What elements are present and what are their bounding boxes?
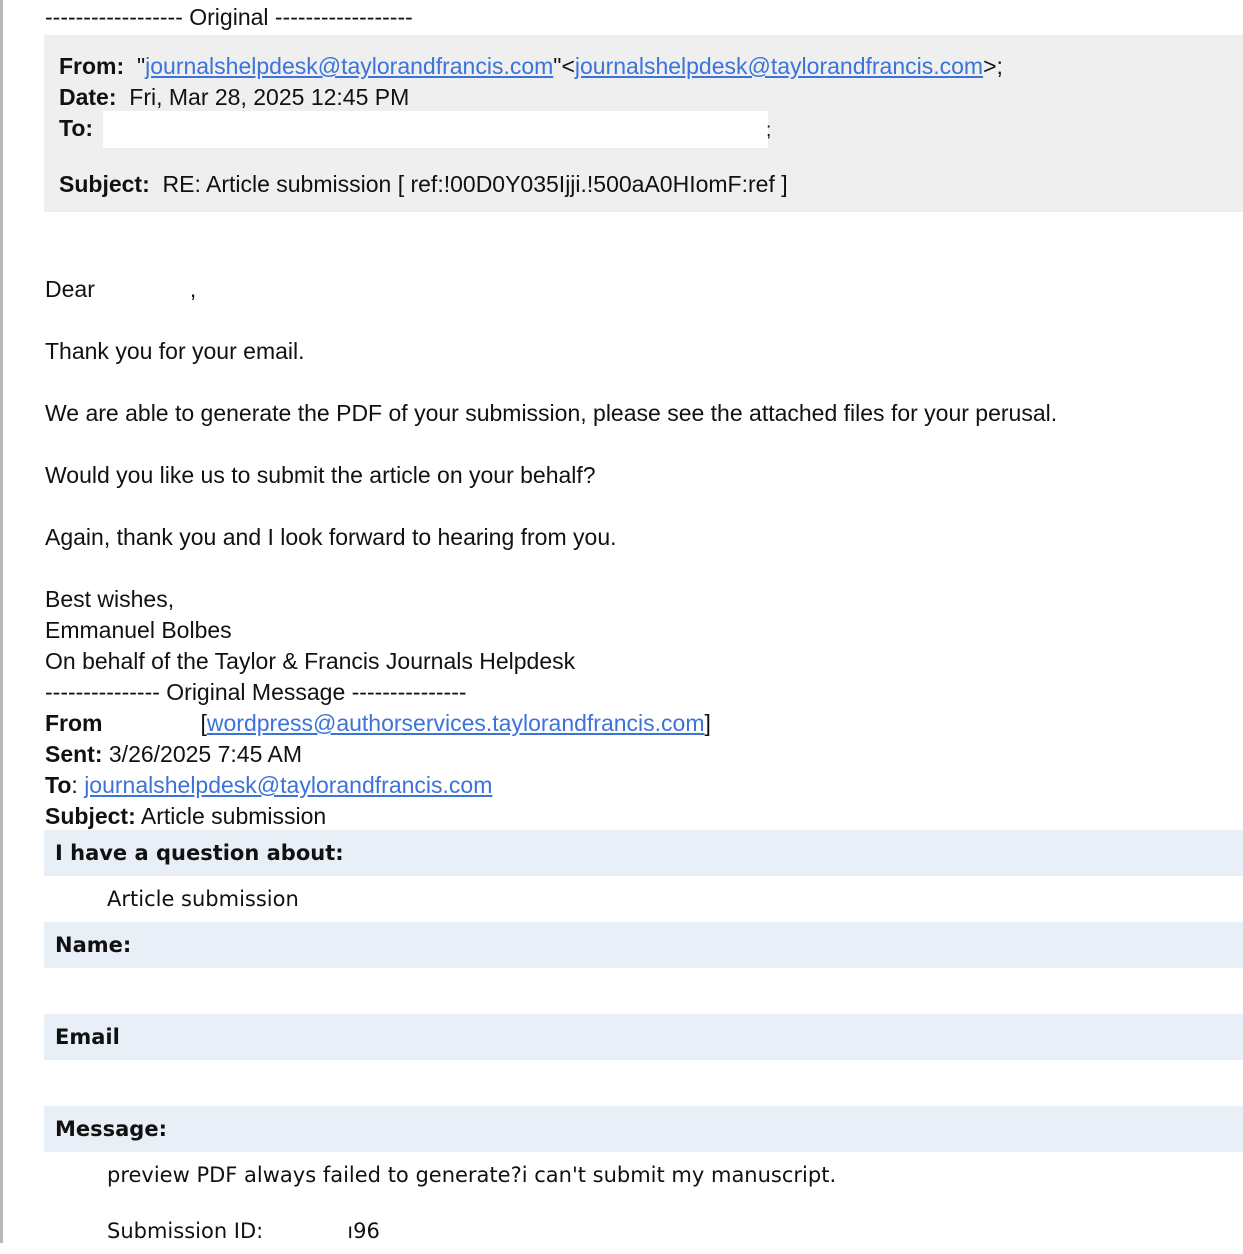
orig-subject-label: Subject:: [45, 803, 136, 829]
date-value: Fri, Mar 28, 2025 12:45 PM: [129, 84, 410, 110]
original-message-divider: --------------- Original Message ---------------: [45, 679, 467, 705]
from-label: From:: [59, 53, 125, 79]
question-label: I have a question about:: [44, 830, 1243, 876]
orig-from-email-link[interactable]: wordpress@authorservices.taylorandfrancis.com: [206, 710, 705, 736]
to-end: ;: [766, 120, 772, 141]
from-email-link[interactable]: journalshelpdesk@taylorandfrancis.com: [145, 53, 554, 79]
message-label: Message:: [44, 1106, 1243, 1152]
orig-to-label: To: [45, 772, 72, 798]
paragraph-pdf: We are able to generate the PDF of your submission, please see the attached files for your perusal.: [45, 400, 1058, 426]
signoff: Best wishes,: [45, 586, 175, 612]
paragraph-thanks: Thank you for your email.: [45, 338, 305, 364]
paragraph-closing: Again, thank you and I look forward to hearing from you.: [45, 524, 617, 550]
submission-id-label: Submission ID:: [107, 1219, 264, 1243]
signature-org: On behalf of the Taylor & Francis Journals Helpdesk: [45, 648, 576, 674]
message-value: preview PDF always failed to generate?i can't submit my manuscript.: [44, 1152, 1243, 1208]
email-value: [44, 1060, 1243, 1106]
orig-subject-value: Article submission: [140, 803, 327, 829]
orig-to-line: [45, 771, 492, 799]
from-separator: "<: [553, 53, 575, 79]
subject-label: Subject:: [59, 171, 150, 197]
name-label: Name:: [44, 922, 1243, 968]
email-label: Email: [44, 1014, 1243, 1060]
orig-subject-line: [45, 802, 326, 830]
subject-value: RE: Article submission [ ref:!00D0Y035Ijji.!500aA0HIomF:ref ]: [162, 171, 788, 197]
orig-from-label: From: [45, 710, 103, 736]
question-value: Article submission: [44, 876, 1243, 922]
name-value: [44, 968, 1243, 1014]
orig-to-colon: :: [71, 772, 78, 798]
orig-sent-value: 3/26/2025 7:45 AM: [108, 741, 302, 767]
greeting-line: [45, 275, 196, 303]
to-line: [59, 114, 93, 142]
date-line: [59, 83, 409, 111]
orig-to-email-link[interactable]: journalshelpdesk@taylorandfrancis.com: [84, 772, 493, 798]
orig-from-close: ]: [704, 710, 711, 736]
orig-from-line: [45, 709, 711, 737]
submission-id-value: ı96: [347, 1219, 380, 1243]
window-left-border: [0, 0, 3, 1243]
paragraph-submit: Would you like us to submit the article on your behalf?: [45, 462, 596, 488]
to-label: To:: [59, 115, 94, 141]
orig-from-open: [: [200, 710, 207, 736]
from-end: >;: [983, 53, 1003, 79]
submission-id-row: [44, 1208, 1243, 1254]
greeting: Dear: [45, 276, 95, 302]
orig-sent-label: Sent:: [45, 741, 103, 767]
date-label: Date:: [59, 84, 117, 110]
form-table: [44, 830, 1243, 1254]
orig-sent-line: [45, 740, 302, 768]
from-email-link-2[interactable]: journalshelpdesk@taylorandfrancis.com: [574, 53, 984, 79]
to-redaction: [103, 111, 768, 148]
subject-line: [59, 170, 788, 198]
original-divider: ------------------ Original ------------------: [45, 4, 413, 30]
greeting-comma: ,: [189, 276, 197, 302]
from-quote: ": [136, 53, 146, 79]
from-line: [59, 52, 1003, 80]
signature-name: Emmanuel Bolbes: [45, 617, 232, 643]
